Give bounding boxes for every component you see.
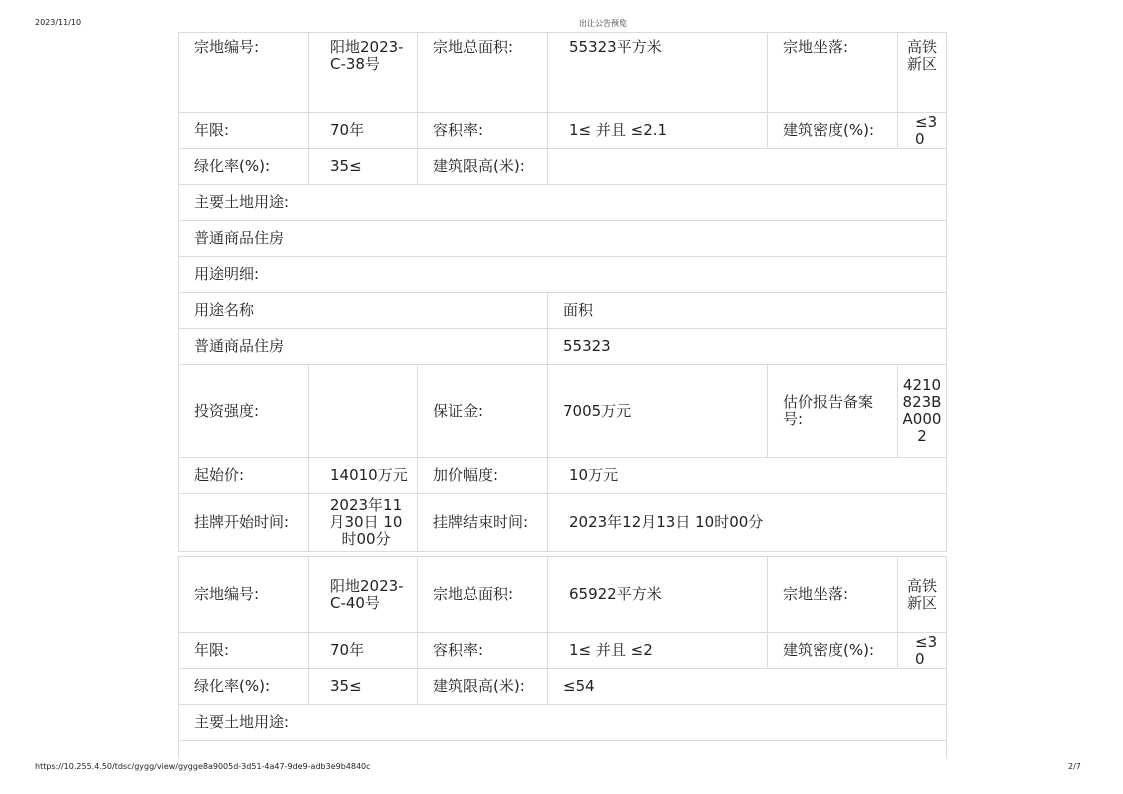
value-total-area: 55323平方米 <box>548 33 768 113</box>
label-total-area: 宗地总面积: <box>418 557 548 633</box>
label-parcel-no: 宗地编号: <box>179 33 309 113</box>
label-deposit: 保证金: <box>418 365 548 458</box>
value-end-time: 2023年12月13日 10时00分 <box>548 494 947 552</box>
label-location: 宗地坐落: <box>768 557 898 633</box>
header-title: 出让公告预览 <box>579 19 627 28</box>
col-header-area: 面积 <box>548 293 947 329</box>
use-row-name: 普通商品住房 <box>179 329 548 365</box>
use-row-area: 55323 <box>548 329 947 365</box>
label-height-limit: 建筑限高(米): <box>418 669 548 705</box>
value-green: 35≤ <box>309 149 418 185</box>
value-appraisal-no: 4210823BA0002 <box>898 365 947 458</box>
label-invest: 投资强度: <box>179 365 309 458</box>
label-term: 年限: <box>179 633 309 669</box>
label-parcel-no: 宗地编号: <box>179 557 309 633</box>
value-location: 高铁新区 <box>898 33 947 113</box>
label-density: 建筑密度(%): <box>768 633 898 669</box>
value-parcel-no: 阳地2023-C-40号 <box>309 557 418 633</box>
value-parcel-no: 阳地2023-C-38号 <box>309 33 418 113</box>
value-far: 1≤ 并且 ≤2.1 <box>548 113 768 149</box>
label-total-area: 宗地总面积: <box>418 33 548 113</box>
value-invest <box>309 365 418 458</box>
parcel-table-2 <box>178 556 947 758</box>
value-start-time: 2023年11月30日 10时00分 <box>309 494 418 552</box>
value-term: 70年 <box>309 113 418 149</box>
header-date: 2023/11/10 <box>35 18 82 27</box>
label-far: 容积率: <box>418 633 548 669</box>
label-appraisal-no: 估价报告备案号: <box>768 365 898 458</box>
label-green: 绿化率(%): <box>179 149 309 185</box>
footer-page-number: 2/7 <box>1068 762 1081 771</box>
label-main-use: 主要土地用途: <box>179 185 947 221</box>
value-main-use <box>179 741 947 759</box>
label-height-limit: 建筑限高(米): <box>418 149 548 185</box>
value-height-limit <box>548 149 947 185</box>
label-use-detail: 用途明细: <box>179 257 947 293</box>
label-end-time: 挂牌结束时间: <box>418 494 548 552</box>
value-total-area: 65922平方米 <box>548 557 768 633</box>
label-density: 建筑密度(%): <box>768 113 898 149</box>
value-main-use: 普通商品住房 <box>179 221 947 257</box>
value-green: 35≤ <box>309 669 418 705</box>
value-height-limit: ≤54 <box>548 669 947 705</box>
value-location: 高铁新区 <box>898 557 947 633</box>
label-far: 容积率: <box>418 113 548 149</box>
value-term: 70年 <box>309 633 418 669</box>
value-start-price: 14010万元 <box>309 458 418 494</box>
value-increment: 10万元 <box>548 458 947 494</box>
label-term: 年限: <box>179 113 309 149</box>
value-density: ≤30 <box>898 113 947 149</box>
value-density: ≤30 <box>898 633 947 669</box>
label-start-price: 起始价: <box>179 458 309 494</box>
parcel-table-1 <box>178 32 947 552</box>
value-far: 1≤ 并且 ≤2 <box>548 633 768 669</box>
label-increment: 加价幅度: <box>418 458 548 494</box>
label-start-time: 挂牌开始时间: <box>179 494 309 552</box>
label-location: 宗地坐落: <box>768 33 898 113</box>
col-header-use-name: 用途名称 <box>179 293 548 329</box>
value-deposit: 7005万元 <box>548 365 768 458</box>
footer-url: https://10.255.4.50/tdsc/gygg/view/gygge8a9005d-3d51-4a47-9de9-adb3e9b4840c <box>35 762 371 771</box>
label-main-use: 主要土地用途: <box>179 705 947 741</box>
label-green: 绿化率(%): <box>179 669 309 705</box>
